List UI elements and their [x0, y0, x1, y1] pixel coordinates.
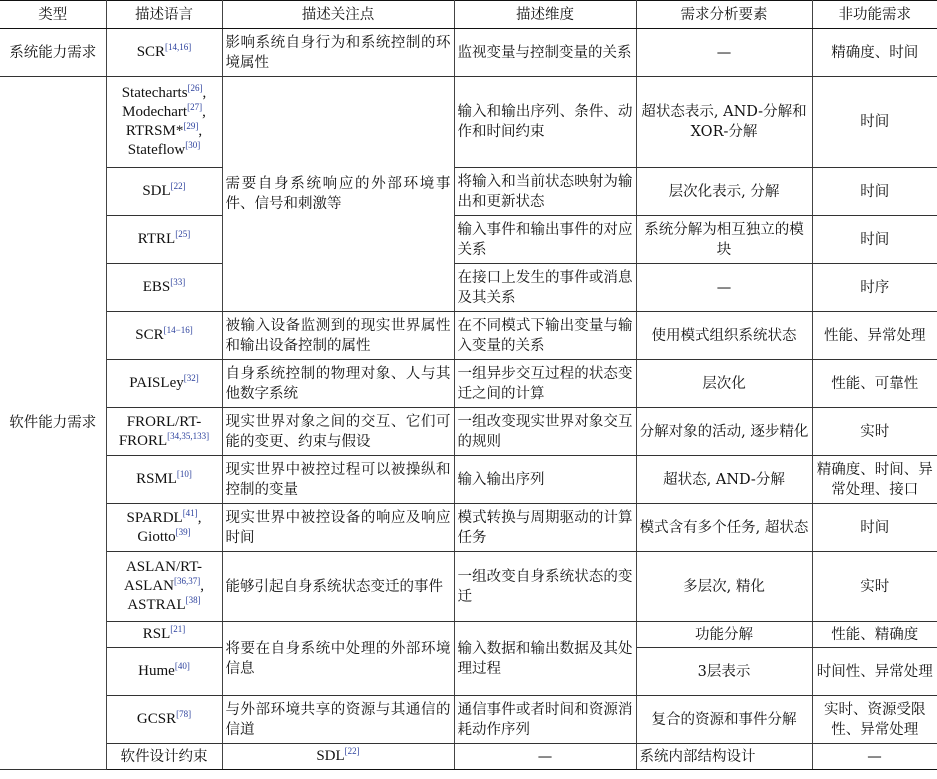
header-elements: 需求分析要素: [636, 1, 812, 29]
dimension-cell: 一组改变自身系统状态的变迁: [454, 552, 636, 622]
elements-cell: 系统分解为相互独立的模块: [636, 216, 812, 264]
table-row: [0, 29, 937, 77]
table-row: [0, 408, 937, 456]
type-cell: 系统能力需求: [0, 29, 106, 77]
focus-cell: 被输入设备监测到的现实世界属性和输出设备控制的属性: [222, 312, 454, 360]
nonfunctional-cell: 时间: [812, 77, 937, 168]
type-cell: 软件能力需求: [0, 77, 106, 770]
table-row: [0, 504, 937, 552]
nonfunctional-cell: 时间: [812, 216, 937, 264]
header-language: 描述语言: [106, 1, 222, 29]
focus-cell: 将要在自身系统中处理的外部环境信息: [222, 622, 454, 696]
dimension-cell: 输入数据和输出数据及其处理过程: [454, 622, 636, 696]
elements-cell: 层次化: [636, 360, 812, 408]
focus-cell: 现实世界中被控设备的响应及响应时间: [222, 504, 454, 552]
nonfunctional-cell: 性能、异常处理: [812, 312, 937, 360]
table-row: [0, 216, 937, 264]
header-type: 类型: [0, 1, 106, 29]
elements-cell: 超状态, AND-分解: [636, 456, 812, 504]
nonfunctional-cell: 时间: [812, 168, 937, 216]
language-cell: SDL[22]: [106, 168, 222, 216]
elements-cell: 层次化表示, 分解: [636, 168, 812, 216]
elements-cell: —: [636, 29, 812, 77]
citation: [14,16]: [165, 42, 192, 52]
dimension-cell: 通信事件或者时间和资源消耗动作序列: [454, 696, 636, 744]
nonfunctional-cell: 实时: [812, 408, 937, 456]
dimension-cell: 一组改变现实世界对象交互的规则: [454, 408, 636, 456]
dimension-cell: 在不同模式下输出变量与输入变量的关系: [454, 312, 636, 360]
language-cell: GCSR[78]: [106, 696, 222, 744]
language-cell: RSL[21]: [106, 622, 222, 648]
table-row: [0, 168, 937, 216]
language-cell: ASLAN/RT- ASLAN[36,37], ASTRAL[38]: [106, 552, 222, 622]
focus-cell: 现实世界中被控过程可以被操纵和控制的变量: [222, 456, 454, 504]
elements-cell: —: [636, 264, 812, 312]
nonfunctional-cell: 时间性、异常处理: [812, 648, 937, 696]
elements-cell: 复合的资源和事件分解: [636, 696, 812, 744]
elements-cell: 超状态表示, AND-分解和 XOR-分解: [636, 77, 812, 168]
table-row: [0, 744, 937, 770]
header-dimension: 描述维度: [454, 1, 636, 29]
language-cell: SCR[14−16]: [106, 312, 222, 360]
dimension-cell: 系统内部结构设计: [636, 744, 812, 770]
language-cell: PAISLey[32]: [106, 360, 222, 408]
nonfunctional-cell: 实时: [812, 552, 937, 622]
dimension-cell: 在接口上发生的事件或消息及其关系: [454, 264, 636, 312]
elements-cell: 3层表示: [636, 648, 812, 696]
elements-cell: —: [812, 744, 937, 770]
table-row: [0, 552, 937, 622]
dimension-cell: 监视变量与控制变量的关系: [454, 29, 636, 77]
nonfunctional-cell: 时间: [812, 504, 937, 552]
nonfunctional-cell: 实时、资源受限性、异常处理: [812, 696, 937, 744]
table-row: [0, 312, 937, 360]
table-row: [0, 360, 937, 408]
dimension-cell: 模式转换与周期驱动的计算任务: [454, 504, 636, 552]
focus-cell: 能够引起自身系统状态变迁的事件: [222, 552, 454, 622]
language-cell: RSML[10]: [106, 456, 222, 504]
header-nonfunctional: 非功能需求: [812, 1, 937, 29]
language-cell: EBS[33]: [106, 264, 222, 312]
table-row: [0, 622, 937, 648]
elements-cell: 多层次, 精化: [636, 552, 812, 622]
nonfunctional-cell: 性能、精确度: [812, 622, 937, 648]
header-focus: 描述关注点: [222, 1, 454, 29]
language-cell: FRORL/RT- FRORL[34,35,133]: [106, 408, 222, 456]
nonfunctional-cell: 性能、可靠性: [812, 360, 937, 408]
dimension-cell: 将输入和当前状态映射为输出和更新状态: [454, 168, 636, 216]
focus-cell: 自身系统控制的物理对象、人与其他数字系统: [222, 360, 454, 408]
elements-cell: 分解对象的活动, 逐步精化: [636, 408, 812, 456]
dimension-cell: 输入输出序列: [454, 456, 636, 504]
elements-cell: 模式含有多个任务, 超状态: [636, 504, 812, 552]
nonfunctional-cell: 精确度、时间、异常处理、接口: [812, 456, 937, 504]
language-cell: Statecharts[26], Modechart[27], RTRSM*[29], Stateflow[30]: [106, 77, 222, 168]
dimension-cell: 输入和输出序列、条件、动作和时间约束: [454, 77, 636, 168]
table-row: [0, 456, 937, 504]
type-cell: 软件设计约束: [106, 744, 222, 770]
elements-cell: 使用模式组织系统状态: [636, 312, 812, 360]
nonfunctional-cell: 精确度、时间: [812, 29, 937, 77]
focus-cell: 与外部环境共享的资源与其通信的信道: [222, 696, 454, 744]
table-row: [0, 696, 937, 744]
focus-cell: 影响系统自身行为和系统控制的环境属性: [222, 29, 454, 77]
language-cell: RTRL[25]: [106, 216, 222, 264]
header-row: [0, 1, 937, 29]
nonfunctional-cell: 时序: [812, 264, 937, 312]
table-row: [0, 264, 937, 312]
dimension-cell: 一组异步交互过程的状态变迁之间的计算: [454, 360, 636, 408]
language-cell: Hume[40]: [106, 648, 222, 696]
focus-cell: —: [454, 744, 636, 770]
language-cell: SDL[22]: [222, 744, 454, 770]
elements-cell: 功能分解: [636, 622, 812, 648]
focus-cell: 现实世界对象之间的交互、它们可能的变更、约束与假设: [222, 408, 454, 456]
language-cell: SPARDL[41], Giotto[39]: [106, 504, 222, 552]
table-row: [0, 77, 937, 168]
dimension-cell: 输入事件和输出事件的对应关系: [454, 216, 636, 264]
language-cell: SCR[14,16]: [106, 29, 222, 77]
focus-cell: 需要自身系统响应的外部环境事件、信号和刺激等: [222, 77, 454, 312]
